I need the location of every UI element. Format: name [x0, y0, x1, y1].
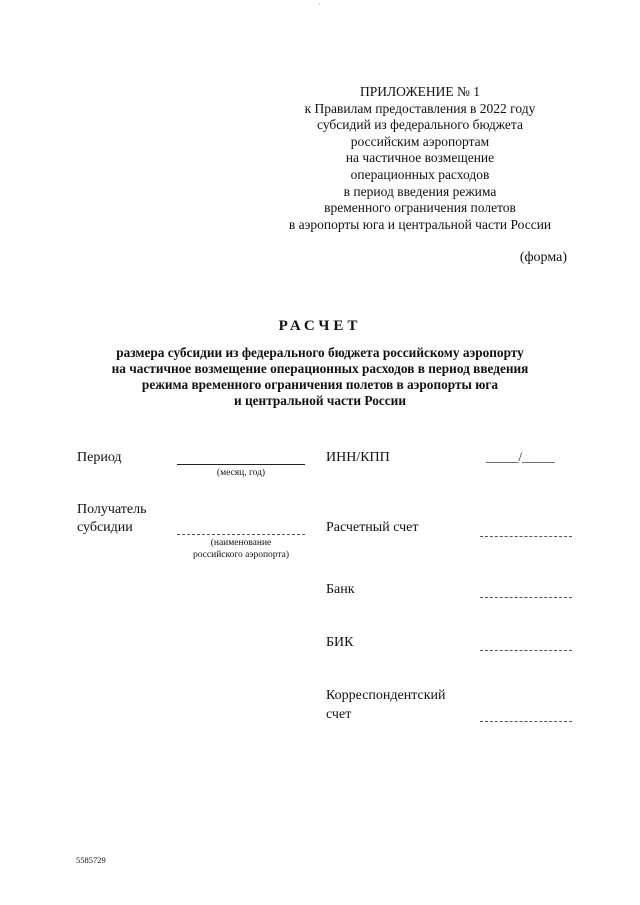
- account-label: Расчетный счет: [326, 520, 419, 535]
- recipient-label-line1: Получатель: [77, 502, 147, 517]
- recipient-field[interactable]: [177, 534, 305, 535]
- subtitle-line: и центральной части России: [234, 393, 406, 408]
- document-subtitle: [40, 345, 600, 409]
- form-label: (форма): [519, 250, 567, 265]
- inn-kpp-field[interactable]: _____/_____: [486, 449, 555, 464]
- corr-account-field[interactable]: [480, 721, 572, 722]
- document-title: РАСЧЕТ: [278, 318, 362, 334]
- period-hint: (месяц, год): [216, 468, 266, 478]
- appendix-line: операционных расходов: [350, 166, 490, 182]
- recipient-label-line2: субсидии: [77, 520, 133, 535]
- bik-label: БИК: [326, 635, 354, 650]
- corr-account-label-line1: Корреспондентский: [326, 688, 446, 703]
- corr-account-label-line2: счет: [326, 707, 352, 722]
- inn-kpp-label: ИНН/КПП: [326, 450, 390, 465]
- page-number-mark: ·: [318, 0, 321, 9]
- appendix-line: к Правилам предоставления в 2022 году: [304, 100, 536, 116]
- appendix-line: временного ограничения полетов: [324, 200, 516, 216]
- appendix-header: [250, 84, 590, 233]
- period-label: Период: [77, 450, 122, 465]
- account-field[interactable]: [480, 536, 572, 537]
- bik-field[interactable]: [480, 650, 572, 651]
- subtitle-line: на частичное возмещение операционных расходов в период введения: [111, 361, 529, 376]
- bank-label: Банк: [326, 582, 355, 597]
- recipient-hint-line1: (наименование: [210, 538, 272, 548]
- appendix-line: на частичное возмещение: [345, 150, 495, 166]
- appendix-line: в период введения режима: [343, 183, 497, 199]
- appendix-line: в аэропорты юга и центральной части России: [288, 216, 552, 232]
- subtitle-line: размера субсидии из федерального бюджета российскому аэропорту: [116, 345, 524, 360]
- appendix-line: субсидий из федерального бюджета: [317, 117, 523, 133]
- appendix-line: ПРИЛОЖЕНИЕ № 1: [359, 84, 481, 99]
- appendix-line: российским аэропортам: [350, 133, 490, 149]
- document-id: 5585729: [76, 855, 106, 865]
- subtitle-line: режима временного ограничения полетов в аэропорты юга: [141, 377, 499, 392]
- recipient-hint-line2: российского аэропорта): [192, 550, 290, 560]
- bank-field[interactable]: [480, 597, 572, 598]
- period-field[interactable]: [177, 464, 305, 465]
